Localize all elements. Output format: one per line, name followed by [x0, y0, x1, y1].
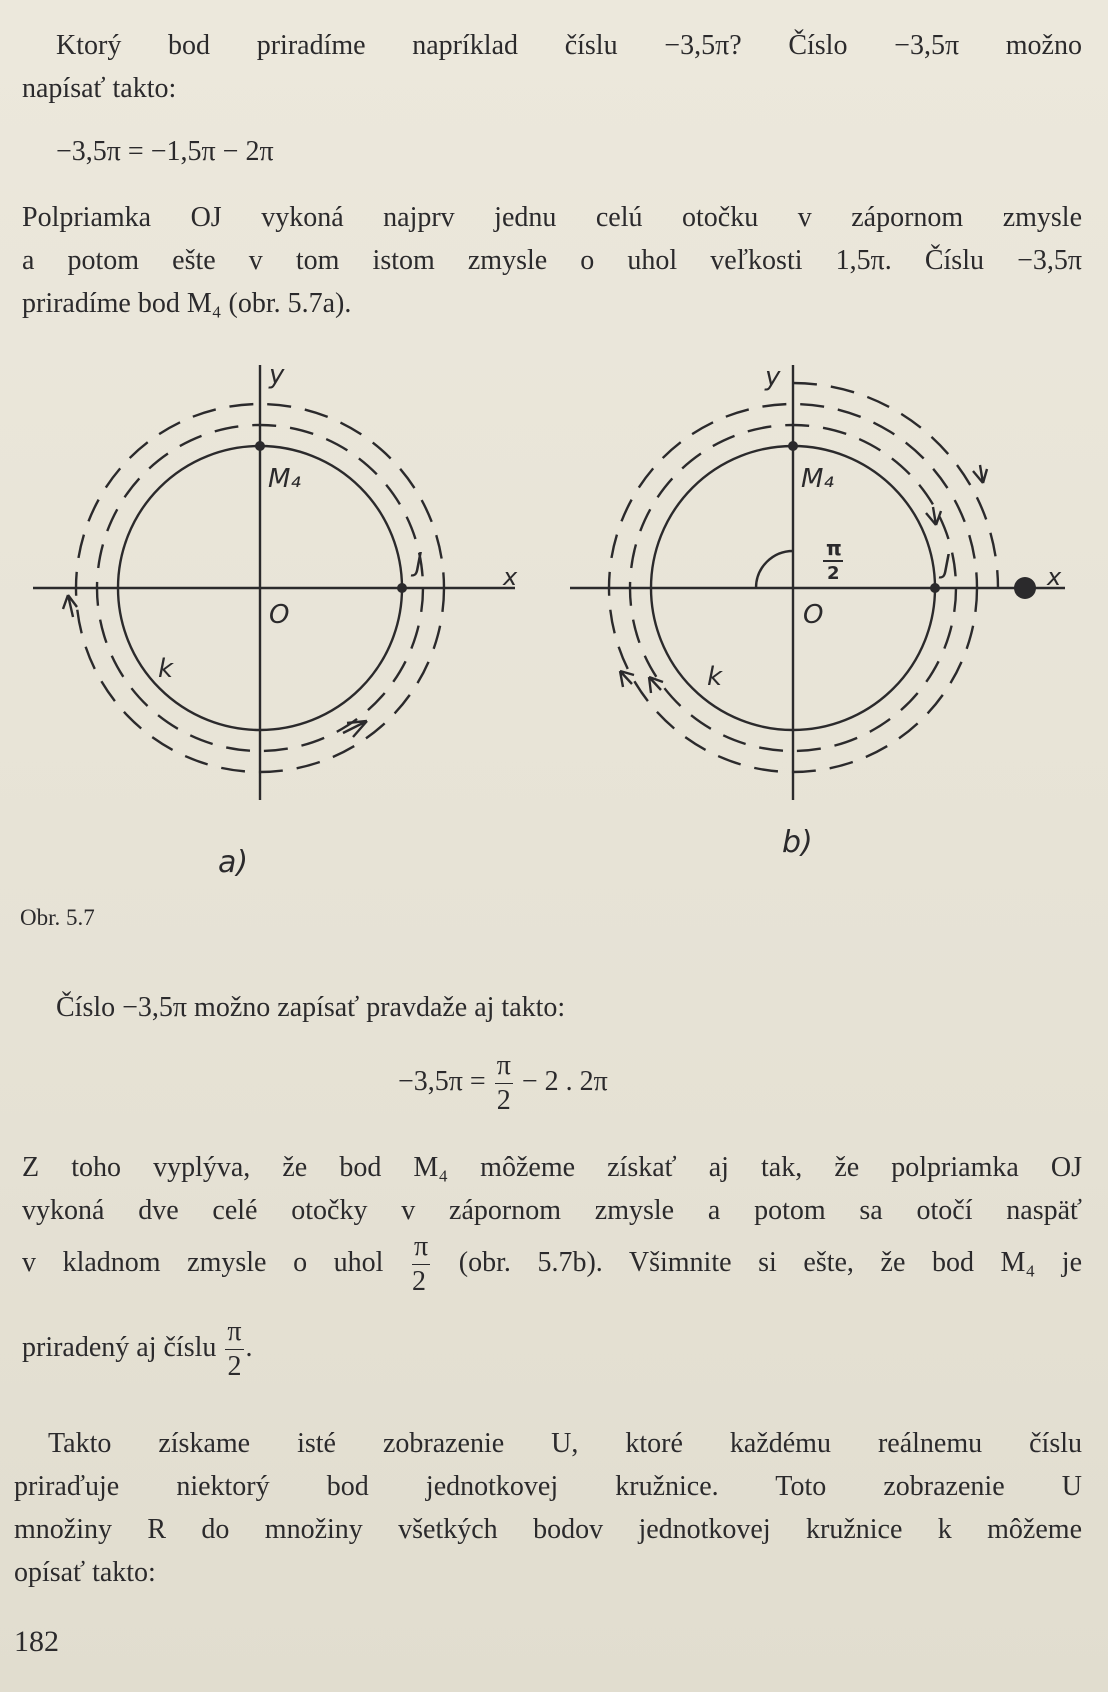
figure-a-caption: a) [218, 845, 249, 880]
point-m4 [788, 441, 798, 451]
paragraph-5-line-4: opísať takto: [14, 1557, 156, 1588]
fraction-pi-over-2: $\frac{\pi}{2}$ [227, 1316, 242, 1383]
point-j [397, 583, 407, 593]
label-k: k [158, 654, 174, 684]
paragraph-4-line-1: Z toho vyplýva, že bod M₄ môžeme získať aj tak, že polpriamka OJ [22, 1152, 1082, 1183]
paragraph-2-line-1: Polpriamka OJ vykoná najprv jednu celú otočku v zápornom zmysle [22, 202, 1082, 233]
label-o: O [269, 600, 290, 630]
equation-2 [398, 1052, 608, 1115]
arrow-icon [973, 465, 987, 483]
label-y: y [269, 360, 285, 390]
arrow-icon [649, 677, 663, 693]
label-j: J [415, 548, 423, 578]
paragraph-4-line-2: vykoná dve celé otočky v zápornom zmysle a potom sa otočí naspäť [22, 1195, 1082, 1226]
equation-2-left: −3,5π = [398, 1065, 486, 1097]
paragraph-1-line-2: napísať takto: [22, 73, 177, 104]
label-m4: M₄ [268, 464, 301, 494]
paragraph-3: Číslo −3,5π možno zapísať pravdaže aj takto: [56, 992, 566, 1023]
figure-a [25, 355, 540, 825]
arrow-icon [620, 671, 634, 687]
figure-b-caption: b) [782, 825, 813, 860]
point-m4 [255, 441, 265, 451]
paragraph-5-line-2: priraďuje niektorý bod jednotkovej kružnice. Toto zobrazenie U [14, 1471, 1082, 1502]
label-j: J [943, 550, 951, 580]
paragraph-4-line-3: v kladnom zmysle o uhol $\frac{\pi}{2}$ (obr. 5.7b). Všimnite si ešte, že bod M₄ je [22, 1231, 1083, 1298]
arrow-icon [343, 721, 367, 737]
label-o: O [803, 600, 824, 630]
equation-1: −3,5π = −1,5π − 2π [56, 136, 274, 167]
label-angle-pi: π [826, 536, 842, 560]
paragraph-2-line-3: priradíme bod M₄ (obr. 5.7a). [22, 288, 352, 319]
figure-caption: Obr. 5.7 [20, 905, 95, 930]
figure-b [565, 355, 1085, 825]
fraction-pi-over-2: $\frac{\pi}{2}$ [412, 1231, 429, 1298]
angle-arc [756, 551, 793, 588]
paragraph-5-line-3: množiny R do množiny všetkých bodov jednotkovej kružnice k môžeme [14, 1514, 1082, 1545]
arrow-icon [926, 507, 941, 525]
arrow-icon [63, 595, 77, 617]
label-k: k [707, 662, 723, 692]
label-y: y [765, 362, 781, 392]
label-m4: M₄ [801, 464, 834, 494]
point-j [930, 583, 940, 593]
paragraph-5-line-1: Takto získame isté zobrazenie U, ktoré každému reálnemu číslu [48, 1428, 1082, 1459]
paragraph-4-line-4: priradený aj číslu $\frac{\pi}{2}$ . [22, 1316, 253, 1383]
paragraph-2-line-2: a potom ešte v tom istom zmysle o uhol veľkosti 1,5π. Číslu −3,5π [22, 245, 1082, 276]
equation-2-right: − 2 . 2π [521, 1065, 608, 1097]
point-end [1014, 577, 1036, 599]
paragraph-1-line-1: Ktorý bod priradíme napríklad číslu −3,5π? Číslo −3,5π možno [56, 30, 1082, 61]
label-x: x [1047, 563, 1062, 591]
label-angle-two: 2 [827, 563, 840, 584]
fraction-pi-over-2: $\frac{\pi}{2}$ [496, 1050, 511, 1116]
page-number: 182 [14, 1625, 59, 1658]
label-x: x [503, 563, 518, 591]
